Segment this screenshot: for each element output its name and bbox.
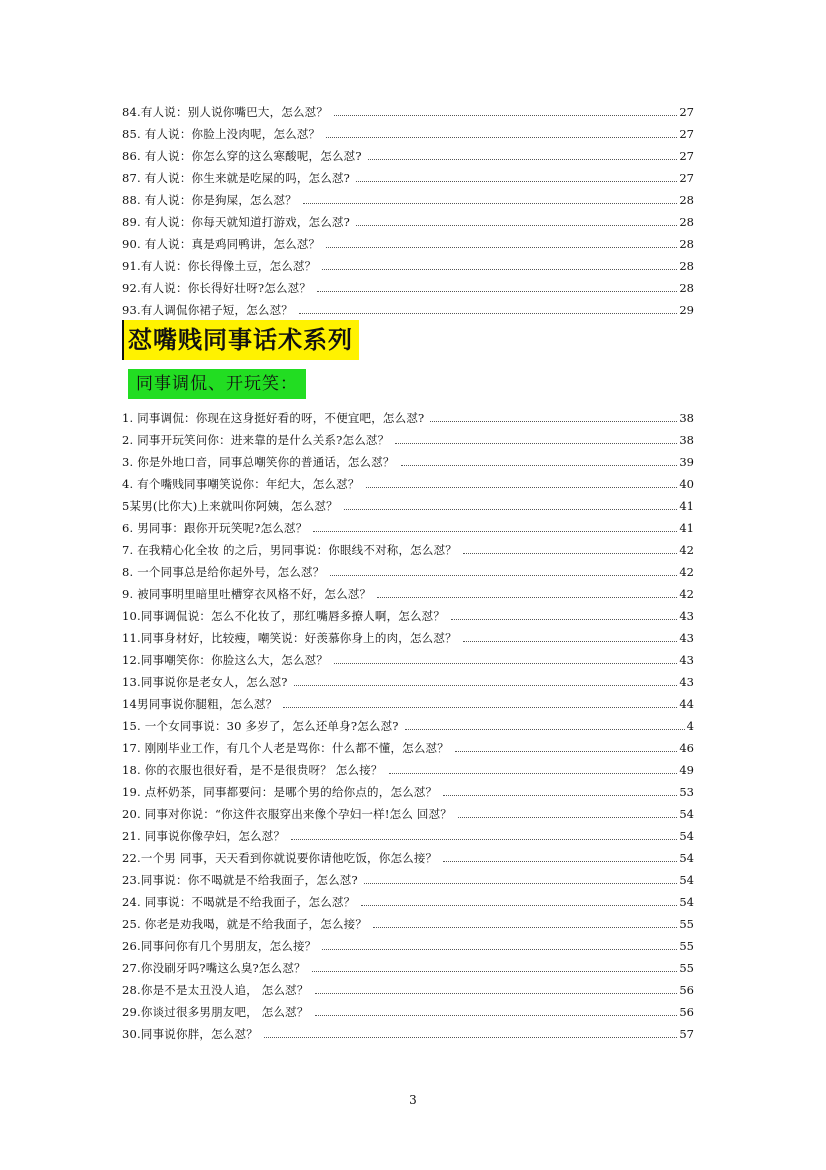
toc-entry-page: 54	[679, 873, 694, 887]
toc-entry[interactable]	[122, 451, 694, 473]
toc-entry-title: 11.同事身材好，比较瘦，嘲笑说：好羡慕你身上的肉，怎么怼？	[122, 631, 457, 645]
toc-entry-title: 14男同事说你腿粗，怎么怼？	[122, 697, 278, 711]
toc-entry[interactable]	[122, 1001, 694, 1023]
toc-entry[interactable]	[122, 935, 694, 957]
dot-leader	[356, 225, 677, 226]
toc-list-top	[122, 101, 694, 321]
toc-entry[interactable]	[122, 123, 694, 145]
toc-entry-title: 19. 点杯奶茶，同事都要问：是哪个男的给你点的，怎么怼？	[122, 785, 438, 799]
dot-leader	[443, 861, 677, 862]
dot-leader	[322, 949, 677, 950]
toc-entry-title: 84.有人说：别人说你嘴巴大，怎么怼？	[122, 105, 329, 119]
toc-entry[interactable]	[122, 429, 694, 451]
toc-entry[interactable]	[122, 517, 694, 539]
toc-entry[interactable]	[122, 101, 694, 123]
dot-leader	[430, 421, 677, 422]
dot-leader	[373, 927, 677, 928]
toc-entry-title: 12.同事嘲笑你：你脸这么大，怎么怼？	[122, 653, 329, 667]
toc-entry[interactable]	[122, 605, 694, 627]
toc-entry-title: 93.有人调侃你裙子短，怎么怼？	[122, 303, 293, 317]
dot-leader	[294, 685, 678, 686]
dot-leader	[356, 181, 677, 182]
toc-entry[interactable]	[122, 583, 694, 605]
toc-entry-title: 87. 有人说：你生来就是吃屎的吗，怎么怼?	[122, 171, 351, 185]
dot-leader	[315, 1015, 678, 1016]
toc-entry[interactable]	[122, 299, 694, 321]
dot-leader	[344, 509, 678, 510]
toc-entry-page: 54	[679, 895, 694, 909]
toc-entry-title: 85. 有人说：你脸上没肉呢，怎么怼？	[122, 127, 321, 141]
toc-entry-page: 40	[679, 477, 694, 491]
dot-leader	[283, 707, 677, 708]
toc-entry-title: 3. 你是外地口音，同事总嘲笑你的普通话，怎么怼？	[122, 455, 395, 469]
toc-entry-title: 86. 有人说：你怎么穿的这么寒酸呢，怎么怼?	[122, 149, 362, 163]
toc-entry-title: 28.你是不是太丑没人追， 怎么怼？	[122, 983, 309, 997]
toc-entry-page: 27	[679, 171, 694, 185]
toc-entry-page: 42	[679, 543, 694, 557]
toc-entry-title: 91.有人说：你长得像土豆，怎么怼？	[122, 259, 317, 273]
toc-entry[interactable]	[122, 847, 694, 869]
toc-entry-page: 56	[679, 1005, 694, 1019]
toc-entry-title: 26.同事问你有几个男朋友，怎么接？	[122, 939, 317, 953]
toc-entry[interactable]	[122, 715, 694, 737]
dot-leader	[312, 971, 678, 972]
toc-entry[interactable]	[122, 277, 694, 299]
toc-entry[interactable]	[122, 473, 694, 495]
toc-entry-page: 29	[679, 303, 694, 317]
toc-entry-title: 18. 你的衣服也很好看，是不是很贵呀？ 怎么接？	[122, 763, 383, 777]
toc-entry[interactable]	[122, 737, 694, 759]
toc-entry-title: 27.你没刷牙吗?嘴这么臭?怎么怼？	[122, 961, 306, 975]
dot-leader	[330, 575, 677, 576]
toc-entry-page: 38	[679, 433, 694, 447]
toc-entry-page: 27	[679, 127, 694, 141]
toc-entry-page: 28	[679, 215, 694, 229]
toc-entry[interactable]	[122, 407, 694, 429]
dot-leader	[326, 247, 677, 248]
toc-entry-page: 43	[679, 631, 694, 645]
toc-entry[interactable]	[122, 495, 694, 517]
dot-leader	[326, 137, 677, 138]
dot-leader	[364, 883, 678, 884]
toc-entry[interactable]	[122, 957, 694, 979]
toc-entry-page: 54	[679, 807, 694, 821]
toc-entry-page: 55	[679, 939, 694, 953]
toc-entry[interactable]	[122, 759, 694, 781]
toc-entry-page: 28	[679, 281, 694, 295]
toc-entry-title: 17. 刚刚毕业工作，有几个人老是骂你：什么都不懂，怎么怼？	[122, 741, 449, 755]
toc-entry-title: 30.同事说你胖，怎么怼？	[122, 1027, 258, 1041]
dot-leader	[377, 597, 677, 598]
toc-entry-title: 10.同事调侃说：怎么不化妆了，那红嘴唇多撩人啊，怎么怼？	[122, 609, 446, 623]
toc-entry[interactable]	[122, 803, 694, 825]
toc-entry-page: 53	[679, 785, 694, 799]
toc-entry-page: 55	[679, 917, 694, 931]
toc-entry-title: 5某男(比你大)上来就叫你阿姨，怎么怼？	[122, 499, 338, 513]
toc-entry-page: 57	[679, 1027, 694, 1041]
dot-leader	[401, 465, 678, 466]
dot-leader	[458, 817, 677, 818]
toc-entry[interactable]	[122, 145, 694, 167]
toc-entry-page: 56	[679, 983, 694, 997]
toc-entry-page: 43	[679, 675, 694, 689]
dot-leader	[315, 993, 678, 994]
toc-entry[interactable]	[122, 869, 694, 891]
toc-entry-page: 41	[679, 499, 694, 513]
toc-entry-title: 22.一个男 同事，天天看到你就说要你请他吃饭，你怎么接？	[122, 851, 438, 865]
toc-entry-title: 25. 你老是劝我喝，就是不给我面子，怎么接？	[122, 917, 368, 931]
toc-entry-page: 42	[679, 587, 694, 601]
toc-entry-title: 20. 同事对你说：“你这件衣服穿出来像个孕妇一样!怎么 回怼？	[122, 807, 452, 821]
toc-entry[interactable]	[122, 649, 694, 671]
toc-entry[interactable]	[122, 913, 694, 935]
toc-entry-page: 43	[679, 609, 694, 623]
dot-leader	[395, 443, 677, 444]
toc-entry-page: 28	[679, 237, 694, 251]
toc-entry[interactable]	[122, 233, 694, 255]
toc-entry-page: 38	[679, 411, 694, 425]
dot-leader	[361, 905, 677, 906]
dot-leader	[463, 641, 678, 642]
dot-leader	[455, 751, 677, 752]
dot-leader	[313, 531, 677, 532]
dot-leader	[334, 663, 677, 664]
toc-entry-page: 42	[679, 565, 694, 579]
toc-entry[interactable]	[122, 781, 694, 803]
toc-entry[interactable]	[122, 979, 694, 1001]
toc-entry-title: 9. 被同事明里暗里吐槽穿衣风格不好，怎么怼？	[122, 587, 372, 601]
section-title: 怼嘴贱同事话术系列	[122, 320, 359, 360]
toc-entry-page: 55	[679, 961, 694, 975]
toc-entry-title: 6. 男同事：跟你开玩笑呢?怎么怼？	[122, 521, 308, 535]
toc-entry-page: 28	[679, 259, 694, 273]
dot-leader	[451, 619, 677, 620]
dot-leader	[322, 269, 677, 270]
toc-entry-title: 88. 有人说：你是狗屎，怎么怼？	[122, 193, 297, 207]
toc-entry[interactable]	[122, 189, 694, 211]
dot-leader	[463, 553, 677, 554]
dot-leader	[368, 159, 678, 160]
page-number: 3	[409, 1093, 417, 1107]
toc-entry-title: 1. 同事调侃：你现在这身挺好看的呀，不便宜吧，怎么怼?	[122, 411, 425, 425]
dot-leader	[334, 115, 677, 116]
toc-entry-page: 54	[679, 829, 694, 843]
toc-entry[interactable]	[122, 561, 694, 583]
toc-entry[interactable]	[122, 211, 694, 233]
dot-leader	[264, 1037, 677, 1038]
toc-entry[interactable]	[122, 627, 694, 649]
toc-entry-page: 27	[679, 149, 694, 163]
dot-leader	[405, 729, 685, 730]
subsection-title: 同事调侃、开玩笑：	[128, 369, 306, 399]
toc-entry-page: 46	[679, 741, 694, 755]
toc-entry-page: 39	[679, 455, 694, 469]
dot-leader	[443, 795, 677, 796]
dot-leader	[291, 839, 677, 840]
toc-entry-title: 2. 同事开玩笑问你：进来靠的是什么关系?怎么怼？	[122, 433, 390, 447]
toc-entry[interactable]	[122, 255, 694, 277]
toc-entry-title: 90. 有人说：真是鸡同鸭讲，怎么怼？	[122, 237, 321, 251]
toc-list-bottom	[122, 407, 694, 1045]
toc-entry-page: 43	[679, 653, 694, 667]
toc-entry[interactable]	[122, 539, 694, 561]
toc-entry-title: 13.同事说你是老女人，怎么怼?	[122, 675, 288, 689]
toc-entry-title: 24. 同事说：不喝就是不给我面子，怎么怼？	[122, 895, 356, 909]
toc-entry-title: 15. 一个女同事说：30 多岁了，怎么还单身?怎么怼?	[122, 719, 399, 733]
dot-leader	[317, 291, 677, 292]
toc-entry-title: 21. 同事说你像孕妇，怎么怼？	[122, 829, 286, 843]
toc-entry-title: 7. 在我精心化全妆 的之后，男同事说：你眼线不对称，怎么怼？	[122, 543, 457, 557]
toc-entry-title: 23.同事说：你不喝就是不给我面子，怎么怼?	[122, 873, 358, 887]
dot-leader	[389, 773, 678, 774]
toc-entry-page: 49	[679, 763, 694, 777]
toc-entry-page: 4	[686, 719, 694, 733]
toc-entry-page: 44	[679, 697, 694, 711]
toc-entry-title: 8. 一个同事总是给你起外号，怎么怼？	[122, 565, 325, 579]
dot-leader	[299, 313, 677, 314]
toc-entry-page: 54	[679, 851, 694, 865]
toc-entry[interactable]	[122, 671, 694, 693]
toc-entry-page: 28	[679, 193, 694, 207]
toc-entry-title: 89. 有人说：你每天就知道打游戏，怎么怼?	[122, 215, 351, 229]
toc-entry[interactable]	[122, 693, 694, 715]
toc-entry-page: 41	[679, 521, 694, 535]
toc-entry-title: 92.有人说：你长得好壮呀?怎么怼？	[122, 281, 312, 295]
toc-entry-title: 29.你谈过很多男朋友吧， 怎么怼？	[122, 1005, 309, 1019]
toc-entry-page: 27	[679, 105, 694, 119]
toc-entry[interactable]	[122, 1023, 694, 1045]
toc-entry[interactable]	[122, 167, 694, 189]
toc-entry[interactable]	[122, 825, 694, 847]
toc-entry-title: 4. 有个嘴贱同事嘲笑说你：年纪大，怎么怼？	[122, 477, 360, 491]
dot-leader	[366, 487, 678, 488]
toc-entry[interactable]	[122, 891, 694, 913]
dot-leader	[303, 203, 678, 204]
